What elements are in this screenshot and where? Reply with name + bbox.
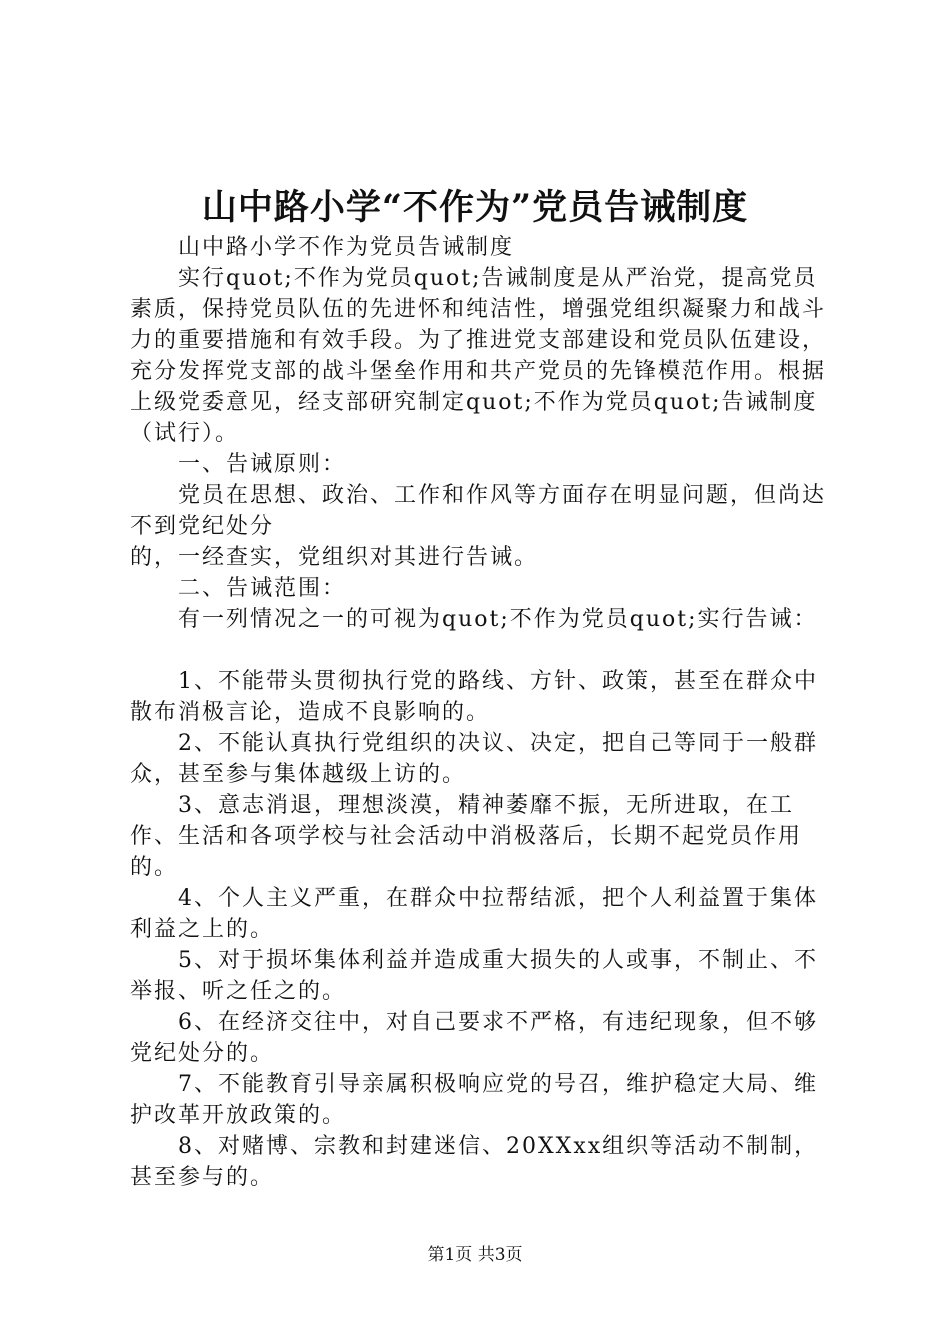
document-body bbox=[130, 232, 830, 1193]
paragraph-principles: 党员在思想、政治、工作和作风等方面存在明显问题，但尚达不到党纪处分 bbox=[130, 483, 827, 539]
paragraph-subtitle: 山中路小学不作为党员告诫制度 bbox=[178, 235, 515, 260]
page-footer: 第1页 共3页 bbox=[427, 1245, 523, 1265]
list-item-3: 3、意志消退，理想淡漠，精神萎靡不振，无所进取，在工作、生活和各项学校与社会活动中消极落后，长期不起党员作用的。 bbox=[130, 793, 803, 880]
list-item-2: 2、不能认真执行党组织的决议、决定，把自己等同于一般群众，甚至参与集体越级上访的。 bbox=[130, 731, 818, 787]
list-item-8: 8、对赌博、宗教和封建迷信、20XXxx组织等活动不制制，甚至参与的。 bbox=[130, 1134, 819, 1190]
paragraph-scope: 有一列情况之一的可视为quot;不作为党员quot;实行告诫： bbox=[178, 607, 818, 632]
list-item-5: 5、对于损坏集体利益并造成重大损失的人或事，不制止、不举报、听之任之的。 bbox=[130, 948, 818, 1004]
heading-scope: 二、告诫范围： bbox=[178, 576, 347, 601]
paragraph-principles-continued: 的，一经查实，党组织对其进行告诫。 bbox=[130, 545, 539, 570]
list-item-1: 1、不能带头贯彻执行党的路线、方针、政策，甚至在群众中散布消极言论，造成不良影响的。 bbox=[130, 669, 818, 725]
heading-principles: 一、告诫原则： bbox=[178, 452, 347, 477]
document-title: 山中路小学“不作为”党员告诫制度 bbox=[201, 187, 749, 228]
list-item-7: 7、不能教育引导亲属积极响应党的号召，维护稳定大局、维护改革开放政策的。 bbox=[130, 1072, 818, 1128]
list-item-6: 6、在经济交往中，对自己要求不严格，有违纪现象，但不够党纪处分的。 bbox=[130, 1010, 818, 1066]
list-item-4: 4、个人主义严重，在群众中拉帮结派，把个人利益置于集体利益之上的。 bbox=[130, 886, 818, 942]
paragraph-intro: 实行quot;不作为党员quot;告诫制度是从严治党，提高党员素质，保持党员队伍的先进怀和纯洁性，增强党组织凝聚力和战斗力的重要措施和有效手段。为了推进党支部建设和党员队伍建设，充分发挥党支部的战斗堡垒作用和共产党员的先锋模范作用。根据上级党委意见，经支部研究制定quot;不作为党员quot;告诫制度（试行）。 bbox=[130, 266, 827, 446]
